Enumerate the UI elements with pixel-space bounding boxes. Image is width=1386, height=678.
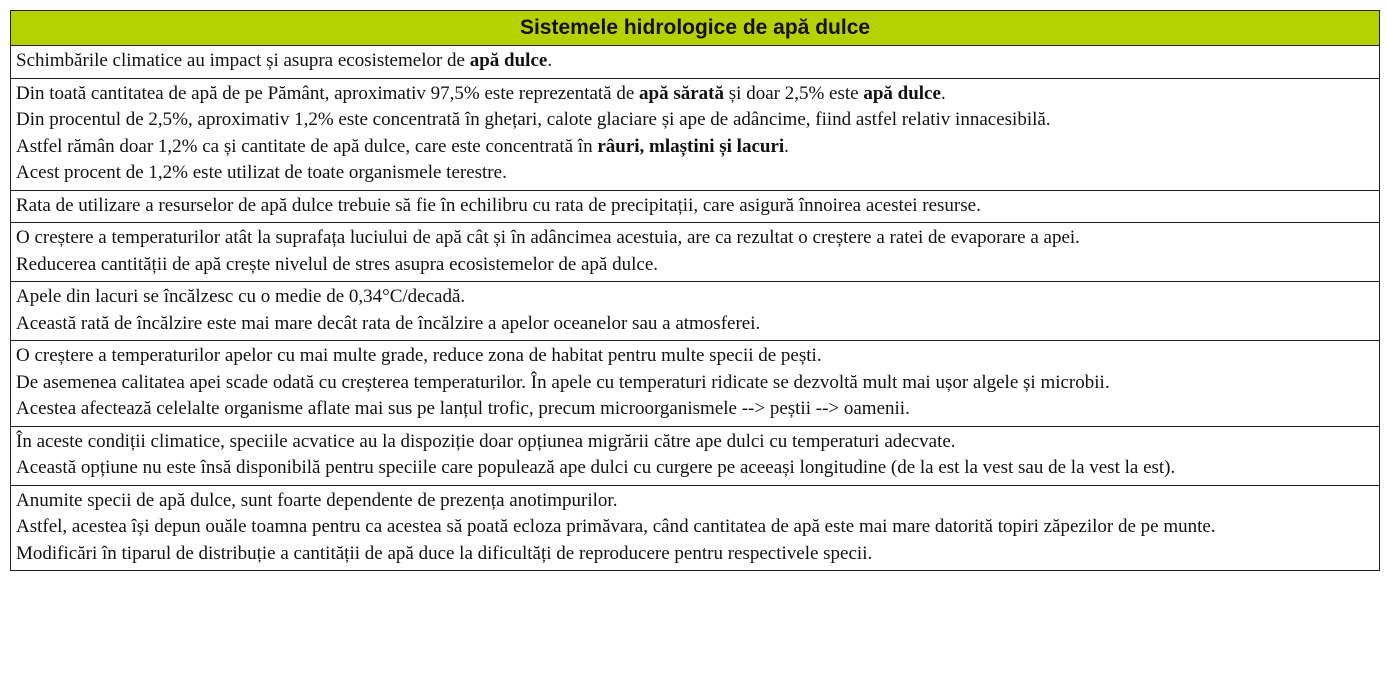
table-row <box>11 426 1380 485</box>
text-line <box>16 252 1373 279</box>
text-line <box>16 396 1373 423</box>
bold-text: apă sărată <box>639 82 725 104</box>
table-row <box>11 485 1380 571</box>
text-line <box>16 488 1373 515</box>
text-line <box>16 514 1373 541</box>
text-line <box>16 107 1373 134</box>
table-row <box>11 223 1380 282</box>
text-segment: O creștere a temperaturilor atât la suprafața luciului de apă cât și în adâncimea acestuia, are ca rezultat o creștere a ratei de evaporare a apei. <box>16 227 1080 248</box>
table-cell <box>11 78 1380 190</box>
text-segment: Astfel, acestea își depun ouăle toamna pentru ca acestea să poată ecloza primăvara, când cantitatea de apă este mai mare datorită topiri zăpezilor de pe munte. <box>16 516 1216 537</box>
text-segment: . <box>784 135 789 157</box>
text-segment: . <box>940 82 946 104</box>
table-row <box>11 46 1380 79</box>
text-segment: De asemenea calitatea apei scade odată cu creșterea temperaturilor. În apele cu temperaturi ridicate se dezvoltă mult mai ușor algele și microbii. <box>16 371 1110 393</box>
table-cell <box>11 190 1380 223</box>
text-line <box>16 311 1373 338</box>
text-segment: Din procentul de 2,5%, aproximativ 1,2% este concentrată în ghețari, calote glaciare și ape de adâncime, fiind astfel relativ innacesibilă. <box>16 109 1051 130</box>
text-line <box>16 48 1373 75</box>
text-segment: și doar 2,5% este <box>724 82 864 104</box>
table-row <box>11 78 1380 190</box>
bold-text: apă dulce <box>863 82 941 104</box>
text-line <box>16 160 1373 187</box>
bold-text: apă dulce <box>469 50 548 71</box>
text-segment: Reducerea cantității de apă crește nivelul de stres asupra ecosistemelor de apă dulce. <box>16 253 659 275</box>
text-segment: Rata de utilizare a resurselor de apă dulce trebuie să fie în echilibru cu rata de precipitații, care asigură înnoirea acestei resurse. <box>16 194 981 216</box>
text-segment: Acestea afectează celelalte organisme aflate mai sus pe lanțul trofic, precum microorganismele --> peștii --> oamenii. <box>16 398 910 419</box>
table-row <box>11 341 1380 427</box>
text-line <box>16 455 1373 482</box>
text-segment: Această opțiune nu este însă disponibilă pentru speciile care populează ape dulci cu curgere pe aceeași longitudine (de la est la vest sau de la vest la est). <box>16 457 1176 478</box>
text-segment: . <box>547 50 553 71</box>
table-cell <box>11 341 1380 427</box>
text-line <box>16 284 1373 311</box>
text-line <box>16 541 1373 568</box>
text-segment: Schimbările climatice au impact și asupra ecosistemelor de <box>16 50 470 71</box>
table-cell <box>11 282 1380 341</box>
table-title: Sistemele hidrologice de apă dulce <box>11 11 1380 46</box>
table-cell <box>11 426 1380 485</box>
table-cell <box>11 485 1380 571</box>
text-segment: În aceste condiții climatice, speciile acvatice au la dispoziție doar opțiunea migrării către ape dulci cu temperaturi adecvate. <box>16 430 956 452</box>
text-segment: Din toată cantitatea de apă de pe Pământ, aproximativ 97,5% este reprezentată de <box>16 82 640 104</box>
text-line <box>16 81 1373 108</box>
text-line <box>16 193 1373 220</box>
table-row <box>11 190 1380 223</box>
text-segment: Acest procent de 1,2% este utilizat de toate organismele terestre. <box>16 162 507 183</box>
bold-text: râuri, mlaștini și lacuri <box>597 135 785 157</box>
text-segment: Anumite specii de apă dulce, sunt foarte dependente de prezența anotimpurilor. <box>16 489 618 511</box>
table-row <box>11 282 1380 341</box>
text-segment: Astfel rămân doar 1,2% ca și cantitate de apă dulce, care este concentrată în <box>16 135 598 157</box>
info-table <box>10 10 1380 571</box>
text-segment: Apele din lacuri se încălzesc cu o medie de 0,34°C/decadă. <box>16 286 466 307</box>
text-line <box>16 343 1373 370</box>
table-cell <box>11 46 1380 79</box>
text-segment: O creștere a temperaturilor apelor cu mai multe grade, reduce zona de habitat pentru multe specii de pești. <box>16 345 822 366</box>
text-line <box>16 134 1373 161</box>
text-line <box>16 429 1373 456</box>
text-segment: Modificări în tiparul de distribuție a cantității de apă duce la dificultăți de reproducere pentru respectivele specii. <box>16 542 873 564</box>
table-cell <box>11 223 1380 282</box>
table-body <box>11 46 1380 571</box>
text-segment: Această rată de încălzire este mai mare decât rata de încălzire a apelor oceanelor sau a atmosferei. <box>16 312 761 334</box>
text-line <box>16 225 1373 252</box>
header-row <box>11 11 1380 46</box>
text-line <box>16 370 1373 397</box>
